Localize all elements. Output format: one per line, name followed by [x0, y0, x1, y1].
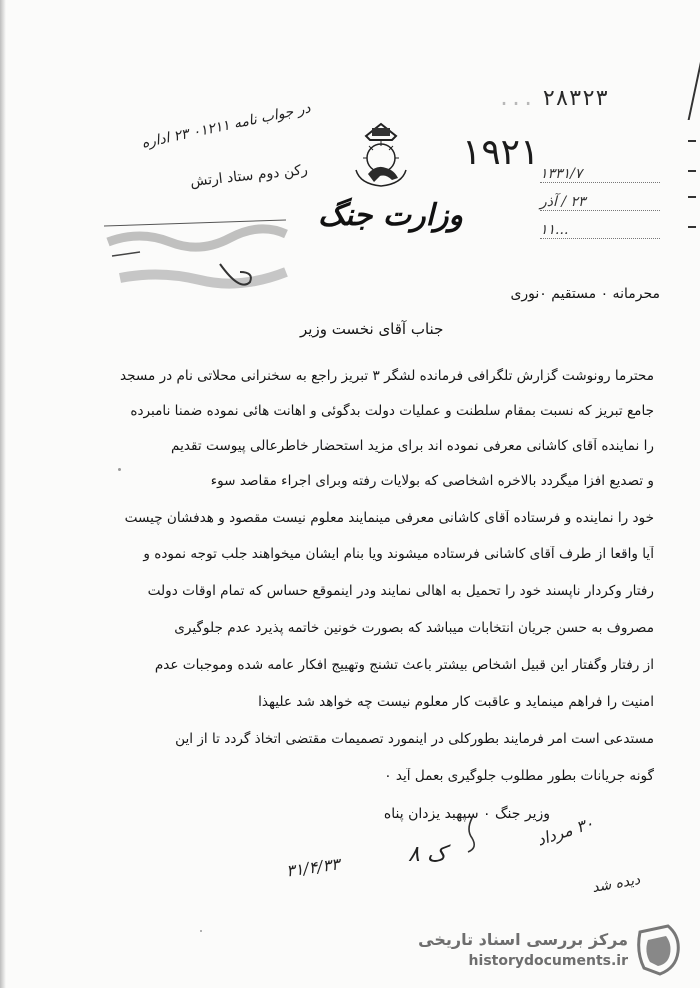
crossed-out-stamp [100, 212, 290, 302]
watermark-url: historydocuments.ir [468, 953, 628, 969]
corner-mark [674, 60, 700, 120]
body-line: مستدعی است امر فرمایند بطورکلی در اینمورد تصمیمات مقتضی اتخاذ گردد تا از این [175, 731, 654, 747]
scan-edge-shadow [0, 0, 6, 988]
document-number [498, 86, 608, 111]
scan-speck [118, 468, 121, 471]
meta-extra-line: ...۱۱ [540, 222, 660, 239]
reference-number: ۱۹۲۱ [462, 132, 540, 173]
watermark-title: مرکز بررسی اسناد تاریخی [418, 930, 628, 949]
body-line: را نماینده آقای کاشانی معرفی نموده اند برای مزید استحضار خاطرعالی پیوست تقدیم [171, 438, 654, 454]
body-line: آیا واقعا از طرف آقای کاشانی فرستاده میشوند ویا بنام ایشان میخواهند جلب توجه نموده و [143, 546, 654, 562]
body-line: گونه جریانات بطور مطلوب جلوگیری بعمل آید ۰ [384, 768, 654, 784]
handwritten-initials: ک ۸ [408, 842, 447, 867]
second-staff-note: رکن دوم ستاد ارتش [189, 161, 309, 191]
handwritten-reference: ۳۱/۴/۳۳ [284, 854, 341, 881]
body-line: جامع تبریز که نسبت بمقام سلطنت و عملیات دولت بدگوئی و اهانت هائی نموده ضمنا نامبرده [130, 403, 654, 419]
ministry-title: وزارت جنگ [318, 198, 463, 233]
salutation: جناب آقای نخست وزیر [300, 320, 444, 338]
left-reference-note: در جواب نامه ۰۱۲۱۱ ۲۳ اداره [140, 100, 312, 152]
document-number-faint: ... [498, 86, 535, 110]
body-line: محترما رونوشت گزارش تلگرافی فرمانده لشگر ۳ تبریز راجع به سخنرانی محلاتی نام در مسجد [119, 368, 654, 384]
document-number-value: ۲۸۳۲۳ [542, 86, 609, 111]
classification-line: محرمانه ۰ مستقیم ۰نوری [510, 286, 660, 302]
signature-line: وزیر جنگ ۰ سپهبد یزدان پناه [383, 806, 550, 822]
body-line: مصروف به حسن جریان انتخابات میباشد که بصورت خونین خاتمه پذیرد عدم جلوگیری [174, 620, 654, 636]
lion-and-sun-emblem-icon [346, 120, 416, 190]
handwritten-date-note: ۳۰ مرداد [534, 813, 596, 850]
meta-date-line: ۱۳۳۱/۷ [540, 166, 660, 183]
body-line: و تصدیع افزا میگردد بالاخره اشخاصی که بولایات رفته وبرای اجراء مقاصد سوء [210, 473, 654, 489]
handwritten-mark [458, 814, 488, 854]
body-line: خود را نماینده و فرستاده آقای کاشانی معرفی مینمایند معلوم نیست مقصود و هدفشان چیست [124, 510, 654, 526]
body-line: امنیت را فراهم مینماید و عاقبت کار معلوم نیست چه خواهد شد علیهذا [258, 694, 654, 710]
body-line: از رفتار وگفتار این قبیل اشخاص بیشتر باعث تشنج وتهییج افکار عامه شده وموجبات عدم [154, 657, 654, 673]
body-line: رفتار وکردار ناپسند خود را تحمیل به اهالی نمایند ودر اینموقع حساس که تمام اوقات دولت [147, 583, 654, 599]
meta-month-line: ۲۳ / آذر [540, 194, 660, 211]
archive-logo-icon [632, 922, 684, 978]
scan-speck [200, 930, 202, 932]
handwritten-seen-note: دیده شد [590, 871, 642, 897]
